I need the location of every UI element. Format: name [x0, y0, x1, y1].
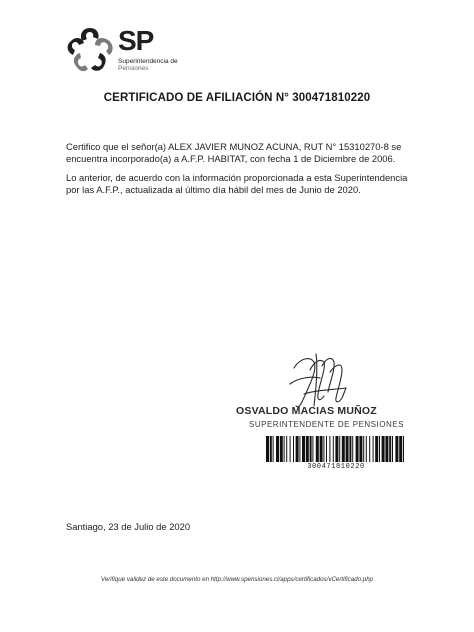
handwritten-signature	[280, 348, 360, 412]
barcode-bar	[369, 436, 370, 462]
barcode-bar	[356, 436, 359, 462]
barcode-bar	[333, 436, 334, 462]
barcode-number: 300471810220	[307, 463, 365, 471]
certification-paragraph: Certifico que el señor(a) ALEX JAVIER MUNOZ ACUNA, RUT N° 15310270-8 se encuentra incorporado(a) a A.F.P. HABITAT, con fecha 1 de Diciembre de 2006.	[66, 141, 402, 164]
barcode-bar	[342, 436, 345, 462]
barcode-bar	[270, 436, 272, 462]
verification-note: Verifique validez de este documento en http://www.spensiones.cl/apps/certificados/vCertificado.php	[100, 576, 374, 583]
barcode-bar	[363, 436, 364, 462]
barcode-bar	[284, 436, 285, 462]
barcode-bar	[373, 436, 374, 462]
barcode-bar	[379, 436, 380, 462]
barcode-bar	[339, 436, 340, 462]
issue-date: Santiago, 23 de Julio de 2020	[66, 521, 191, 532]
barcode-bar	[299, 436, 300, 462]
barcode-bar	[359, 436, 362, 462]
barcode-bar	[366, 436, 367, 462]
barcode-bar	[286, 436, 287, 462]
barcode-bar	[375, 436, 378, 462]
barcode-bar	[346, 436, 349, 462]
barcode-image	[264, 436, 408, 462]
barcode-bar	[399, 436, 402, 462]
barcode-bar	[296, 436, 299, 462]
barcode-bar	[392, 436, 393, 462]
barcode-bar	[273, 436, 274, 462]
barcode-bar	[329, 436, 330, 462]
barcode-bar	[312, 436, 313, 462]
barcode-bar	[323, 436, 324, 462]
barcode-bar	[310, 436, 312, 462]
barcode-bar	[266, 436, 269, 462]
barcode-bar	[382, 436, 385, 462]
barcode-bar	[352, 436, 353, 462]
barcode-bar	[276, 436, 279, 462]
barcode-bar	[335, 436, 338, 462]
logo-subtitle-line2: Pensiones	[118, 65, 149, 72]
barcode-bar	[326, 436, 327, 462]
sp-logo	[64, 24, 194, 74]
barcode-bar	[280, 436, 283, 462]
barcode-bar	[349, 436, 351, 462]
barcode-bar	[316, 436, 319, 462]
barcode-bar	[290, 436, 291, 462]
barcode-bar	[302, 436, 305, 462]
signer-position: SUPERINTENDENTE DE PENSIONES	[249, 420, 404, 429]
barcode-bar	[306, 436, 309, 462]
logo-brand-text: SP	[118, 25, 154, 56]
logo-subtitle-line1: Superintendencia de	[118, 58, 178, 65]
barcode-bar	[395, 436, 398, 462]
barcode-bar	[403, 436, 404, 462]
source-paragraph: Lo anterior, de acuerdo con la información proporcionada a esta Superintendencia por las A.F.P., actualizada al último día hábil del mes de Junio de 2020.	[66, 172, 408, 195]
certificate-title: CERTIFICADO DE AFILIACIÓN N° 300471810220	[103, 92, 371, 104]
signer-name: OSVALDO MACIAS MUÑOZ	[236, 405, 377, 417]
sp-star-hands-icon	[64, 24, 116, 74]
barcode-bar	[385, 436, 388, 462]
barcode-bar	[293, 436, 294, 462]
barcode-bar	[389, 436, 391, 462]
barcode-bar	[320, 436, 323, 462]
